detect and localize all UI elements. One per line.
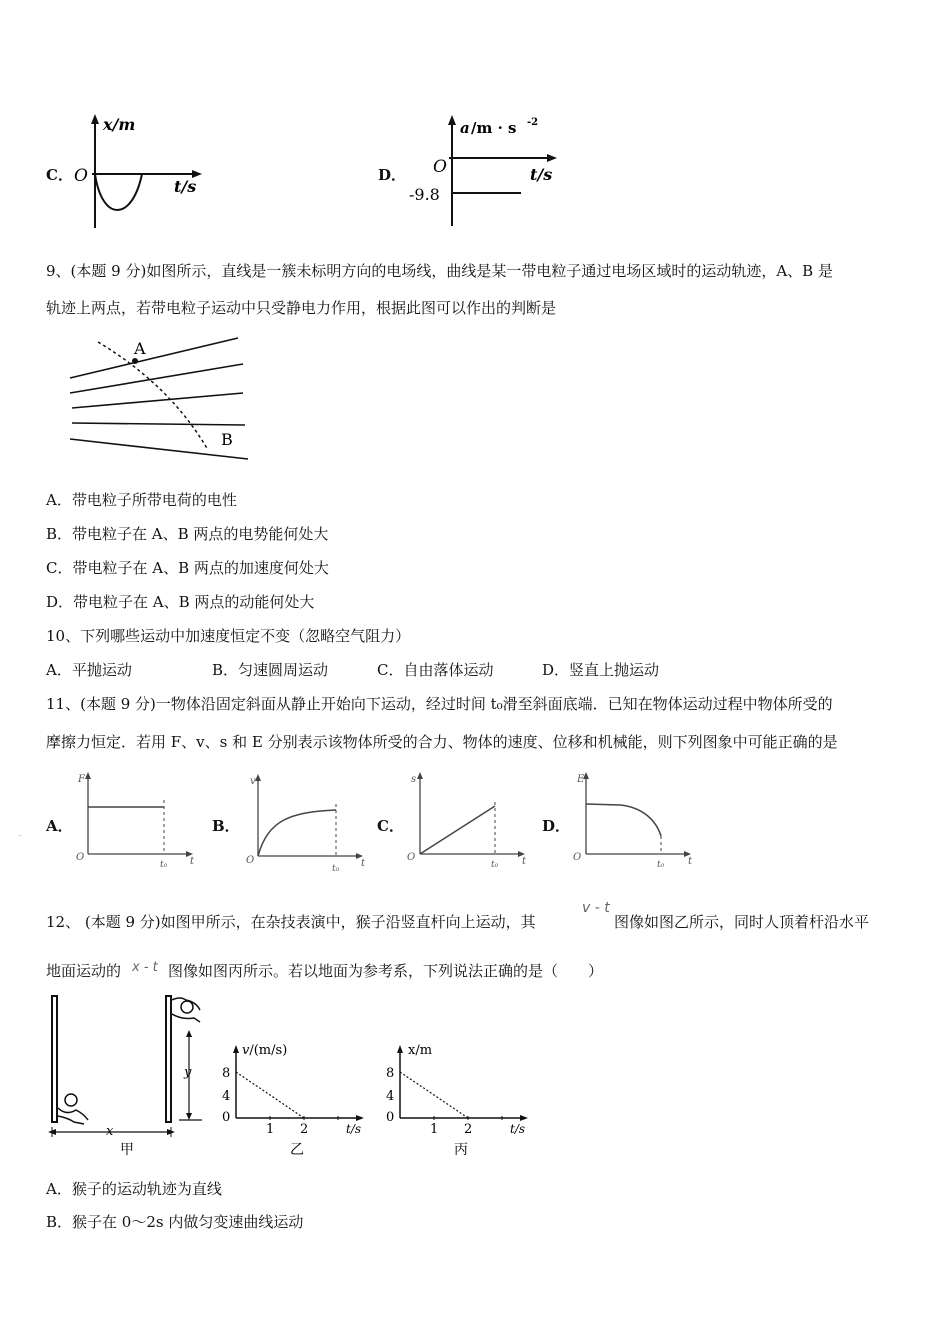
q11-option-d-label[interactable]: D．	[542, 817, 571, 835]
y-axis-label: s	[411, 774, 417, 785]
q10-option-a[interactable]: A．平抛运动	[46, 661, 132, 679]
q8-option-c-label: C．	[46, 166, 73, 184]
q11-graph-d	[570, 770, 700, 872]
point-a-dot	[132, 358, 138, 364]
origin-label: O	[74, 166, 88, 186]
caption: 乙	[290, 1142, 304, 1158]
q12-vt-formula: v - t	[582, 900, 610, 916]
origin-label: O	[407, 852, 416, 863]
origin-label: O	[573, 852, 582, 863]
y-axis-unit: /m · s	[471, 119, 517, 137]
q9-option-b[interactable]: B．带电粒子在 A、B 两点的电势能何处大	[46, 525, 329, 543]
y-axis-label: x/m	[408, 1043, 433, 1058]
x-axis-label: t	[688, 856, 693, 867]
field-line	[72, 393, 243, 408]
q9-option-c[interactable]: C．带电粒子在 A、B 两点的加速度何处大	[46, 559, 329, 577]
y-axis-exponent: -2	[527, 117, 539, 128]
x-axis-label: t/s	[530, 165, 553, 184]
pole-right	[166, 996, 171, 1122]
field-line	[70, 338, 238, 378]
origin-label: O	[246, 855, 255, 866]
y-axis-arrow	[448, 115, 456, 125]
q9-stem-line2: 轨迹上两点，若带电粒子运动中只受静电力作用，根据此图可以作出的判断是	[46, 299, 557, 317]
y-tick-4: 4	[386, 1089, 395, 1104]
energy-curve	[586, 804, 661, 836]
field-line	[70, 364, 243, 393]
q11-option-a-label[interactable]: A．	[46, 817, 73, 835]
point-b-label: B	[221, 430, 233, 449]
q11-stem-line2: 摩擦力恒定．若用 F、v、s 和 E 分别表示该物体所受的合力、物体的速度、位移和机械能，则下列图象中可能正确的是	[46, 733, 838, 751]
velocity-curve	[258, 810, 336, 856]
t0-label: t₀	[160, 860, 168, 870]
q9-option-d[interactable]: D．带电粒子在 A、B 两点的动能何处大	[46, 593, 315, 611]
y-tick-0: 0	[222, 1110, 231, 1125]
caption: 丙	[454, 1142, 468, 1158]
y-label: y	[184, 1065, 192, 1080]
origin-label: O	[76, 852, 85, 863]
value-label: -9.8	[409, 185, 440, 204]
origin-label: O	[433, 157, 447, 177]
t0-label: t₀	[332, 864, 340, 874]
q12-figure-jia	[44, 992, 214, 1162]
q8-graph-c	[70, 110, 210, 235]
q9-stem-line1: 9、(本题 9 分)如图所示，直线是一簇未标明方向的电场线，曲线是某一带电粒子通过电场区域时的运动轨迹，A、B 是	[46, 262, 833, 280]
x-axis-label: t	[190, 856, 195, 867]
q12-stem-line1-b: 图像如图乙所示，同时人顶着杆沿水平	[614, 913, 870, 931]
q12-option-a[interactable]: A．猴子的运动轨迹为直线	[46, 1180, 222, 1198]
monkey-right-icon	[172, 998, 200, 1022]
q11-graph-c	[404, 770, 534, 872]
displacement-line	[420, 806, 495, 854]
q11-graph-a	[72, 770, 202, 870]
y-axis-arrow	[91, 114, 99, 124]
q12-option-b[interactable]: B．猴子在 0～2s 内做匀变速曲线运动	[46, 1213, 304, 1231]
q11-option-c-label[interactable]: C．	[377, 817, 404, 835]
x-tick-1: 1	[266, 1122, 275, 1137]
y-tick-8: 8	[222, 1066, 231, 1081]
x-axis-label: t/s	[174, 177, 197, 196]
q11-stem-line1: 11、(本题 9 分)一物体沿固定斜面从静止开始向下运动，经过时间 t₀滑至斜面底端．已知在物体运动过程中物体所受的	[46, 695, 833, 713]
x-axis-label: t	[522, 856, 527, 867]
x-tick-2: 2	[464, 1122, 473, 1137]
q10-stem: 10、下列哪些运动中加速度恒定不变（忽略空气阻力）	[46, 627, 411, 645]
y-axis-label: x/m	[103, 115, 136, 134]
x-axis-label: t	[361, 858, 366, 869]
q12-stem-line1-a: 12、 (本题 9 分)如图甲所示，在杂技表演中，猴子沿竖直杆向上运动，其	[46, 913, 536, 931]
y-axis-label: v	[250, 776, 256, 787]
velocity-line	[236, 1072, 304, 1118]
q11-option-b-label[interactable]: B．	[212, 817, 240, 835]
q11-graph-b	[240, 770, 370, 875]
x-tick-1: 1	[430, 1122, 439, 1137]
field-line	[72, 423, 245, 425]
q10-option-b[interactable]: B．匀速圆周运动	[212, 661, 329, 679]
y-tick-4: 4	[222, 1089, 231, 1104]
x-axis-arrow	[547, 154, 557, 162]
point-a-label: A	[134, 339, 146, 358]
q8-option-d-label: D．	[378, 166, 407, 184]
y-axis-label: E	[577, 774, 585, 785]
y-tick-8: 8	[386, 1066, 395, 1081]
x-axis-label: t/s	[510, 1122, 526, 1136]
q9-field-figure	[60, 330, 260, 465]
y-axis-label: a	[460, 119, 470, 137]
y-tick-0: 0	[386, 1110, 395, 1125]
q10-option-d[interactable]: D．竖直上抛运动	[542, 661, 660, 679]
x-tick-2: 2	[300, 1122, 309, 1137]
q10-option-c[interactable]: C．自由落体运动	[377, 661, 494, 679]
pole-left	[52, 996, 57, 1122]
y-axis-label: F	[78, 774, 85, 785]
q12-stem-line2-b: 图像如图丙所示。若以地面为参考系，下列说法正确的是（ ）	[168, 962, 604, 980]
q9-option-a[interactable]: A．带电粒子所带电荷的电性	[46, 491, 237, 509]
sine-curve	[95, 174, 142, 210]
y-axis-label: v/(m/s)	[242, 1043, 288, 1058]
monkey-left-icon	[58, 1094, 88, 1124]
q12-stem-line2-a: 地面运动的	[46, 962, 122, 980]
q12-xt-formula: x - t	[132, 960, 158, 975]
position-line	[400, 1072, 468, 1118]
t0-label: t₀	[491, 860, 499, 870]
caption: 甲	[120, 1142, 134, 1158]
q8-graph-d	[405, 108, 565, 230]
x-axis-label: t/s	[346, 1122, 362, 1136]
x-label: x	[106, 1124, 114, 1139]
t0-label: t₀	[657, 860, 665, 870]
y-axis-label-data: v/(m/s)	[18, 836, 22, 837]
q12-figure-bing	[382, 1036, 542, 1161]
